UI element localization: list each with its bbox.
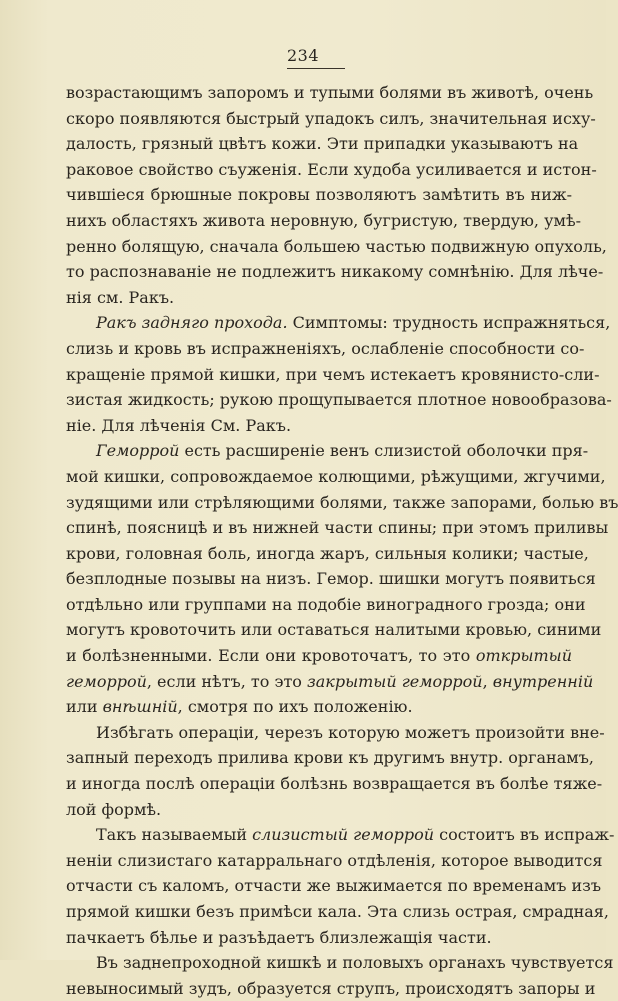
text-line <box>66 413 572 439</box>
text-run: , если нѣтъ, то это <box>146 671 308 691</box>
text-run: Избѣгать операціи, черезъ которую можетъ произойти вне- <box>96 722 605 742</box>
text-line <box>66 771 603 797</box>
text-run: мой кишки, сопровождаемое колющими, рѣжущими, жгучими, <box>66 466 606 486</box>
text-run: крови, головная боль, иногда жаръ, сильныя колики; частые, <box>66 543 589 563</box>
text-run: скоро появляются быстрый упадокъ силъ, значительная исху- <box>66 108 596 128</box>
italic-term: открытый <box>475 646 572 666</box>
text-run: запный переходъ прилива крови къ другимъ внутр. органамъ, <box>66 748 594 768</box>
text-run: возрастающимъ запоромъ и тупыми болями въ животѣ, очень <box>66 83 594 102</box>
text-run: и иногда послѣ операціи болѣзнь возвращается въ болѣе тяже- <box>66 774 603 794</box>
text-run: Симптомы: трудность испражняться, <box>287 313 611 333</box>
text-run: Такъ называемый <box>96 825 253 845</box>
text-line <box>66 592 586 618</box>
text-line <box>66 182 572 208</box>
text-run: далость, грязный цвѣтъ кожи. Эти припадки указываютъ на <box>66 134 579 154</box>
text-line <box>66 541 589 567</box>
text-run: зудящими или стрѣляющими болями, также запорами, болью въ <box>66 492 618 512</box>
text-line <box>66 873 602 899</box>
text-line <box>66 720 605 746</box>
text-line <box>66 848 603 874</box>
text-line <box>66 797 572 823</box>
text-run: нихъ областяхъ живота неровную, бугристую, твердую, умѣ- <box>66 210 581 230</box>
text-line <box>66 515 609 541</box>
text-run: состоитъ въ испраж- <box>434 825 615 845</box>
text-run: чившіеся брюшные покровы позволяютъ замѣтить въ ниж- <box>66 185 572 205</box>
text-line <box>66 643 572 669</box>
italic-term: слизистый геморрой <box>252 825 435 845</box>
text-run: спинѣ, поясницѣ и въ нижней части спины; при этомъ приливы <box>66 518 609 538</box>
body-text <box>66 80 618 1001</box>
text-line <box>66 438 589 464</box>
text-line <box>66 745 594 771</box>
text-line <box>66 490 618 516</box>
text-line <box>66 976 596 1001</box>
text-run: кращеніе прямой кишки, при чемъ истекаетъ кровянисто-сли- <box>66 364 600 384</box>
text-run: , <box>482 671 493 691</box>
text-run: зистая жидкость; рукою прощупывается плотное новообразова- <box>66 390 612 410</box>
italic-term: закрытый геморрой <box>307 671 483 691</box>
italic-term: внѣшній <box>102 697 178 717</box>
text-run: слизь и кровь въ испражненіяхъ, ослабленіе способности со- <box>66 338 585 358</box>
text-run: и болѣзненными. Если они кровоточатъ, то это <box>66 646 476 666</box>
text-line <box>66 694 572 720</box>
text-run: ніе. Для лѣченія См. Ракъ. <box>66 415 292 435</box>
text-line <box>66 950 614 976</box>
italic-term: внутренній <box>492 671 594 691</box>
header-rule <box>287 68 345 69</box>
text-run: невыносимый зудъ, образуется струпъ, происходятъ запоры и <box>66 978 596 998</box>
text-run: или <box>66 697 103 717</box>
text-line <box>66 362 600 388</box>
text-run: то распознаваніе не подлежитъ никакому сомнѣнію. Для лѣче- <box>66 262 604 282</box>
text-run: нія см. Ракъ. <box>66 287 175 307</box>
page-number: 234 <box>286 46 320 65</box>
text-line <box>66 566 596 592</box>
italic-term: геморрой <box>66 671 147 691</box>
text-run: безплодные позывы на низъ. Гемор. шишки могутъ появиться <box>66 569 596 589</box>
text-line <box>66 234 607 260</box>
text-line <box>66 617 602 643</box>
text-line <box>66 131 579 157</box>
text-line <box>66 464 606 490</box>
text-line <box>66 106 596 132</box>
text-run: отдѣльно или группами на подобіе виноградного грозда; они <box>66 594 586 614</box>
text-line <box>66 336 585 362</box>
text-line <box>66 387 612 413</box>
italic-term: Ракъ задняго прохода. <box>96 313 288 333</box>
text-line <box>66 310 611 336</box>
italic-term: Геморрой <box>96 441 180 461</box>
text-line <box>66 259 604 285</box>
text-run: , смотря по ихъ положенію. <box>177 697 413 717</box>
text-run: есть расширеніе венъ слизистой оболочки пря- <box>179 441 589 461</box>
text-run: Въ заднепроходной кишкѣ и половыхъ органахъ чувствуется <box>96 953 614 973</box>
text-run: отчасти съ каломъ, отчасти же выжимается по временамъ изъ <box>66 876 602 896</box>
text-line <box>66 157 597 183</box>
text-line <box>66 80 594 106</box>
text-run: могутъ кровоточить или оставаться налитыми кровью, синими <box>66 620 602 640</box>
text-line <box>66 669 594 695</box>
text-run: неніи слизистаго катарральнаго отдѣленія, которое выводится <box>66 850 603 870</box>
text-line <box>66 285 572 311</box>
text-line <box>66 899 609 925</box>
text-run: ренно болящую, сначала большею частью подвижную опухоль, <box>66 236 607 256</box>
text-line <box>66 822 615 848</box>
text-run: лой формѣ. <box>66 799 162 819</box>
text-run: пачкаетъ бѣлье и разъѣдаетъ близлежащія части. <box>66 927 492 947</box>
text-run: раковое свойство съуженія. Если худоба усиливается и истон- <box>66 159 597 179</box>
text-line <box>66 208 581 234</box>
text-run: прямой кишки безъ примѣси кала. Эта слизь острая, смрадная, <box>66 902 609 921</box>
text-line <box>66 925 572 951</box>
